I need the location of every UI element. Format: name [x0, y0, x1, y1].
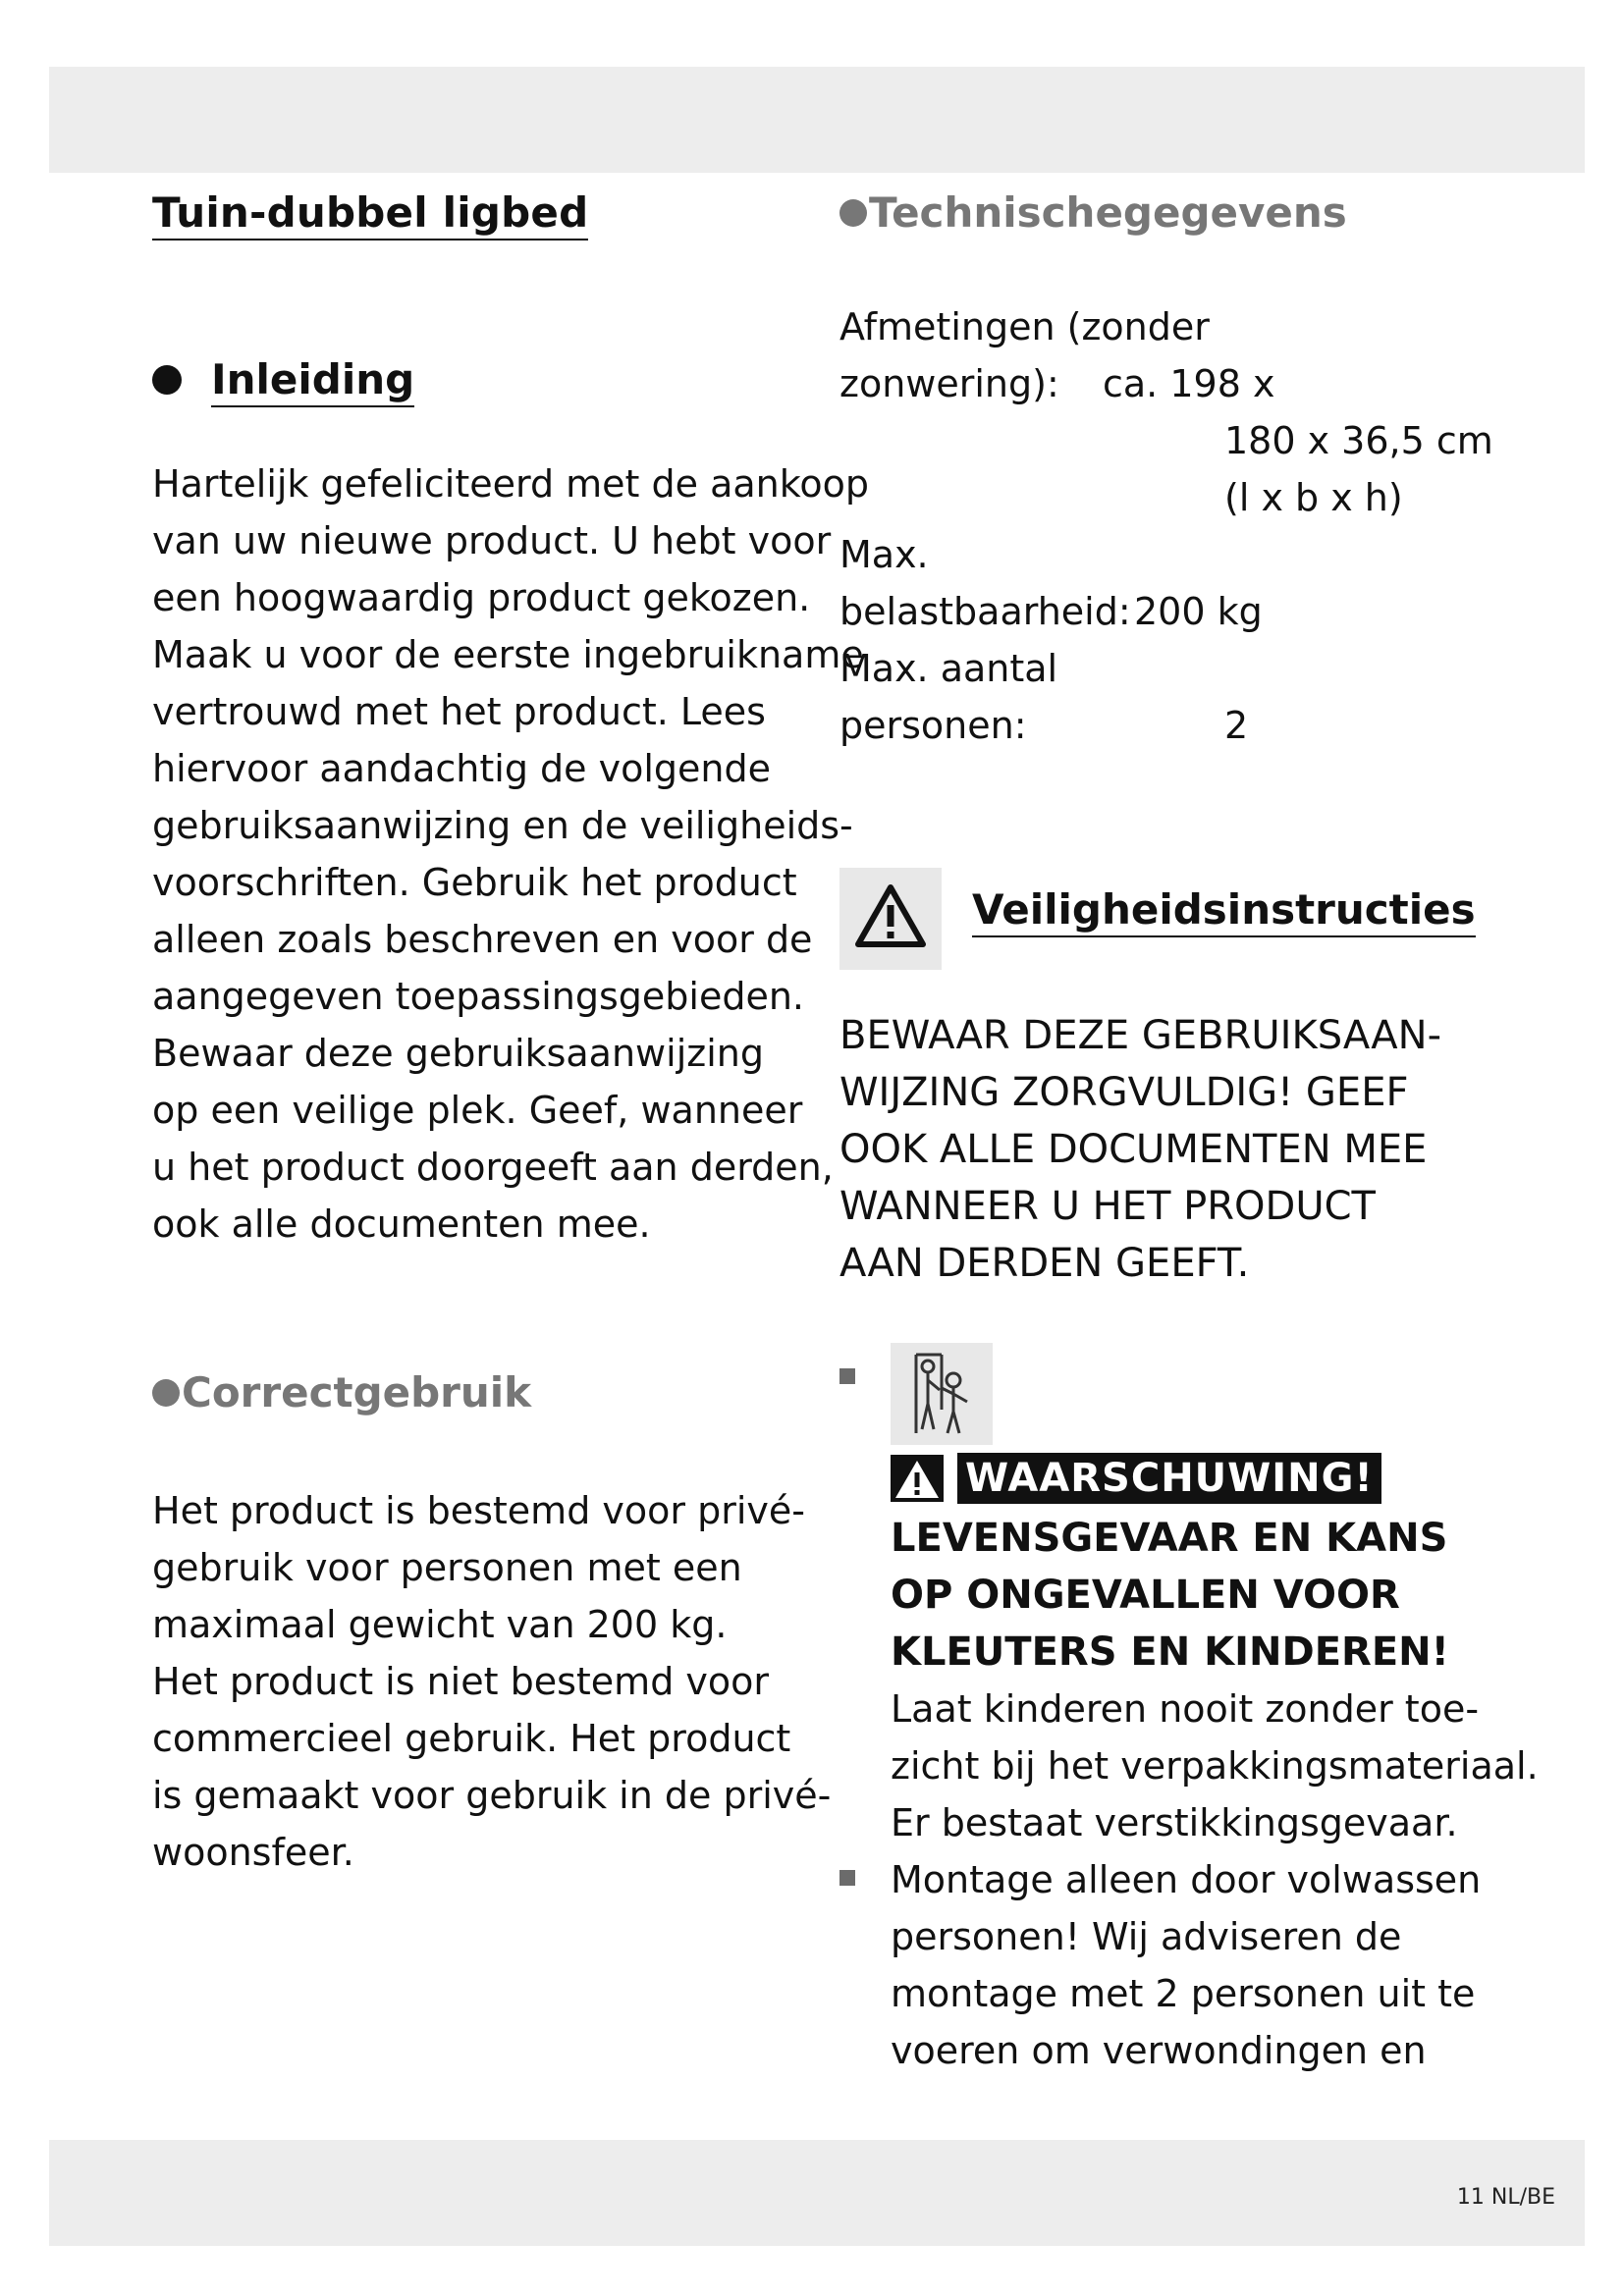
text-line: zicht bij het verpakkingsmateriaal. — [891, 1744, 1539, 1788]
text-line: maximaal gewicht van 200 kg. — [152, 1603, 728, 1646]
text-line: OP ONGEVALLEN VOOR — [891, 1573, 1400, 1618]
dimensions-label: Afmetingen (zonder — [839, 305, 1210, 348]
persons-label: Max. aantal — [839, 647, 1058, 690]
bullet-dot-icon — [839, 199, 867, 227]
tech-heading-text: Technischegegevens — [869, 188, 1347, 237]
text-line: vertrouwd met het product. Lees — [152, 690, 766, 733]
tech-row — [839, 355, 1488, 412]
page-number: 11 NL/BE — [1456, 2185, 1555, 2210]
text-line: van uw nieuwe product. U hebt voor — [152, 519, 832, 562]
warning-triangle-icon — [839, 868, 942, 970]
text-line: commercieel gebruik. Het product — [152, 1717, 791, 1760]
text-line: hiervoor aandachtig de volgende — [152, 747, 771, 790]
text-line: woonsfeer. — [152, 1831, 354, 1874]
text-line: gebruiksaanwijzing en de veiligheids- — [152, 804, 853, 847]
document-title: Tuin-dubbel ligbed — [152, 188, 588, 240]
text-line: Montage alleen door volwassen — [891, 1858, 1482, 1901]
warning-triangle-icon — [891, 1455, 944, 1502]
text-line: ook alle documenten mee. — [152, 1202, 651, 1246]
dimensions-value: ca. 198 x — [1103, 362, 1275, 405]
text-line: Er bestaat verstikkingsgevaar. — [891, 1801, 1458, 1844]
danger-notice — [891, 1510, 1449, 1681]
text-line: Hartelijk gefeliciteerd met de aankoop — [152, 462, 870, 506]
persons-value: 2 — [1224, 704, 1249, 747]
text-line: gebruik voor personen met een — [152, 1546, 742, 1589]
bullet-dot-icon — [152, 1379, 180, 1407]
tech-row — [839, 697, 1488, 754]
text-line: WIJZING ZORGVULDIG! GEEF — [839, 1070, 1409, 1115]
text-line: WANNEER U HET PRODUCT — [839, 1184, 1376, 1229]
text-line: u het product doorgeeft aan derden, — [152, 1146, 834, 1189]
assembly-warning-text — [891, 1851, 1481, 2079]
tech-row — [839, 298, 1488, 355]
tech-row — [839, 583, 1488, 640]
text-line: Het product is bestemd voor privé- — [152, 1489, 805, 1532]
text-line: LEVENSGEVAAR EN KANS — [891, 1516, 1448, 1561]
text-line: voorschriften. Gebruik het product — [152, 861, 797, 904]
dimensions-value: 180 x 36,5 cm — [1224, 419, 1493, 462]
max-load-label: Max. — [839, 533, 929, 576]
text-line: Laat kinderen nooit zonder toe- — [891, 1687, 1480, 1731]
header-band — [49, 67, 1585, 173]
text-line: Maak u voor de eerste ingebruikname — [152, 633, 864, 676]
text-line: montage met 2 personen uit te — [891, 1972, 1476, 2015]
tech-row — [839, 640, 1488, 697]
child-safety-icon — [891, 1343, 993, 1445]
warning-tag: WAARSCHUWING! — [957, 1453, 1381, 1504]
text-line: aangegeven toepassingsgebieden. — [152, 975, 804, 1018]
text-line: op een veilige plek. Geef, wanneer — [152, 1089, 803, 1132]
max-load-label: belastbaarheid: — [839, 590, 1131, 633]
tech-data-table — [839, 298, 1493, 754]
tech-row — [839, 469, 1488, 526]
tech-row — [839, 526, 1488, 583]
bullet-dot-icon — [152, 365, 182, 395]
intro-heading-text: Inleiding — [211, 355, 414, 407]
correct-use-heading-text: Correctgebruik — [182, 1368, 532, 1416]
text-line: Bewaar deze gebruiksaanwijzing — [152, 1032, 764, 1075]
text-line: is gemaakt voor gebruik in de privé- — [152, 1774, 832, 1817]
intro-heading — [152, 355, 414, 403]
correct-use-heading — [152, 1368, 531, 1416]
text-line: Het product is niet bestemd voor — [152, 1660, 770, 1703]
intro-paragraph — [152, 455, 869, 1253]
square-bullet-icon — [839, 1870, 855, 1886]
text-line: AAN DERDEN GEEFT. — [839, 1241, 1250, 1286]
text-line: voeren om verwondingen en — [891, 2029, 1427, 2072]
text-line: personen! Wij adviseren de — [891, 1915, 1402, 1958]
children-warning-text — [891, 1681, 1539, 1851]
correct-use-paragraph — [152, 1482, 831, 1881]
square-bullet-icon — [839, 1368, 855, 1384]
text-line: OOK ALLE DOCUMENTEN MEE — [839, 1127, 1428, 1172]
tech-row — [839, 412, 1493, 469]
warning-label — [891, 1453, 1381, 1504]
max-load-value: 200 kg — [1134, 590, 1263, 633]
text-line: KLEUTERS EN KINDEREN! — [891, 1629, 1449, 1675]
text-line: een hoogwaardig product gekozen. — [152, 576, 811, 619]
footer-band — [49, 2140, 1585, 2246]
text-line: alleen zoals beschreven en voor de — [152, 918, 813, 961]
keep-instructions-notice — [839, 1007, 1441, 1292]
safety-heading: Veiligheidsinstructies — [972, 885, 1476, 937]
text-line: BEWAAR DEZE GEBRUIKSAAN- — [839, 1013, 1442, 1058]
tech-heading — [839, 188, 1347, 237]
dimensions-label: zonwering): — [839, 362, 1059, 405]
persons-label: personen: — [839, 704, 1027, 747]
dimensions-unit: (l x b x h) — [1224, 476, 1403, 519]
